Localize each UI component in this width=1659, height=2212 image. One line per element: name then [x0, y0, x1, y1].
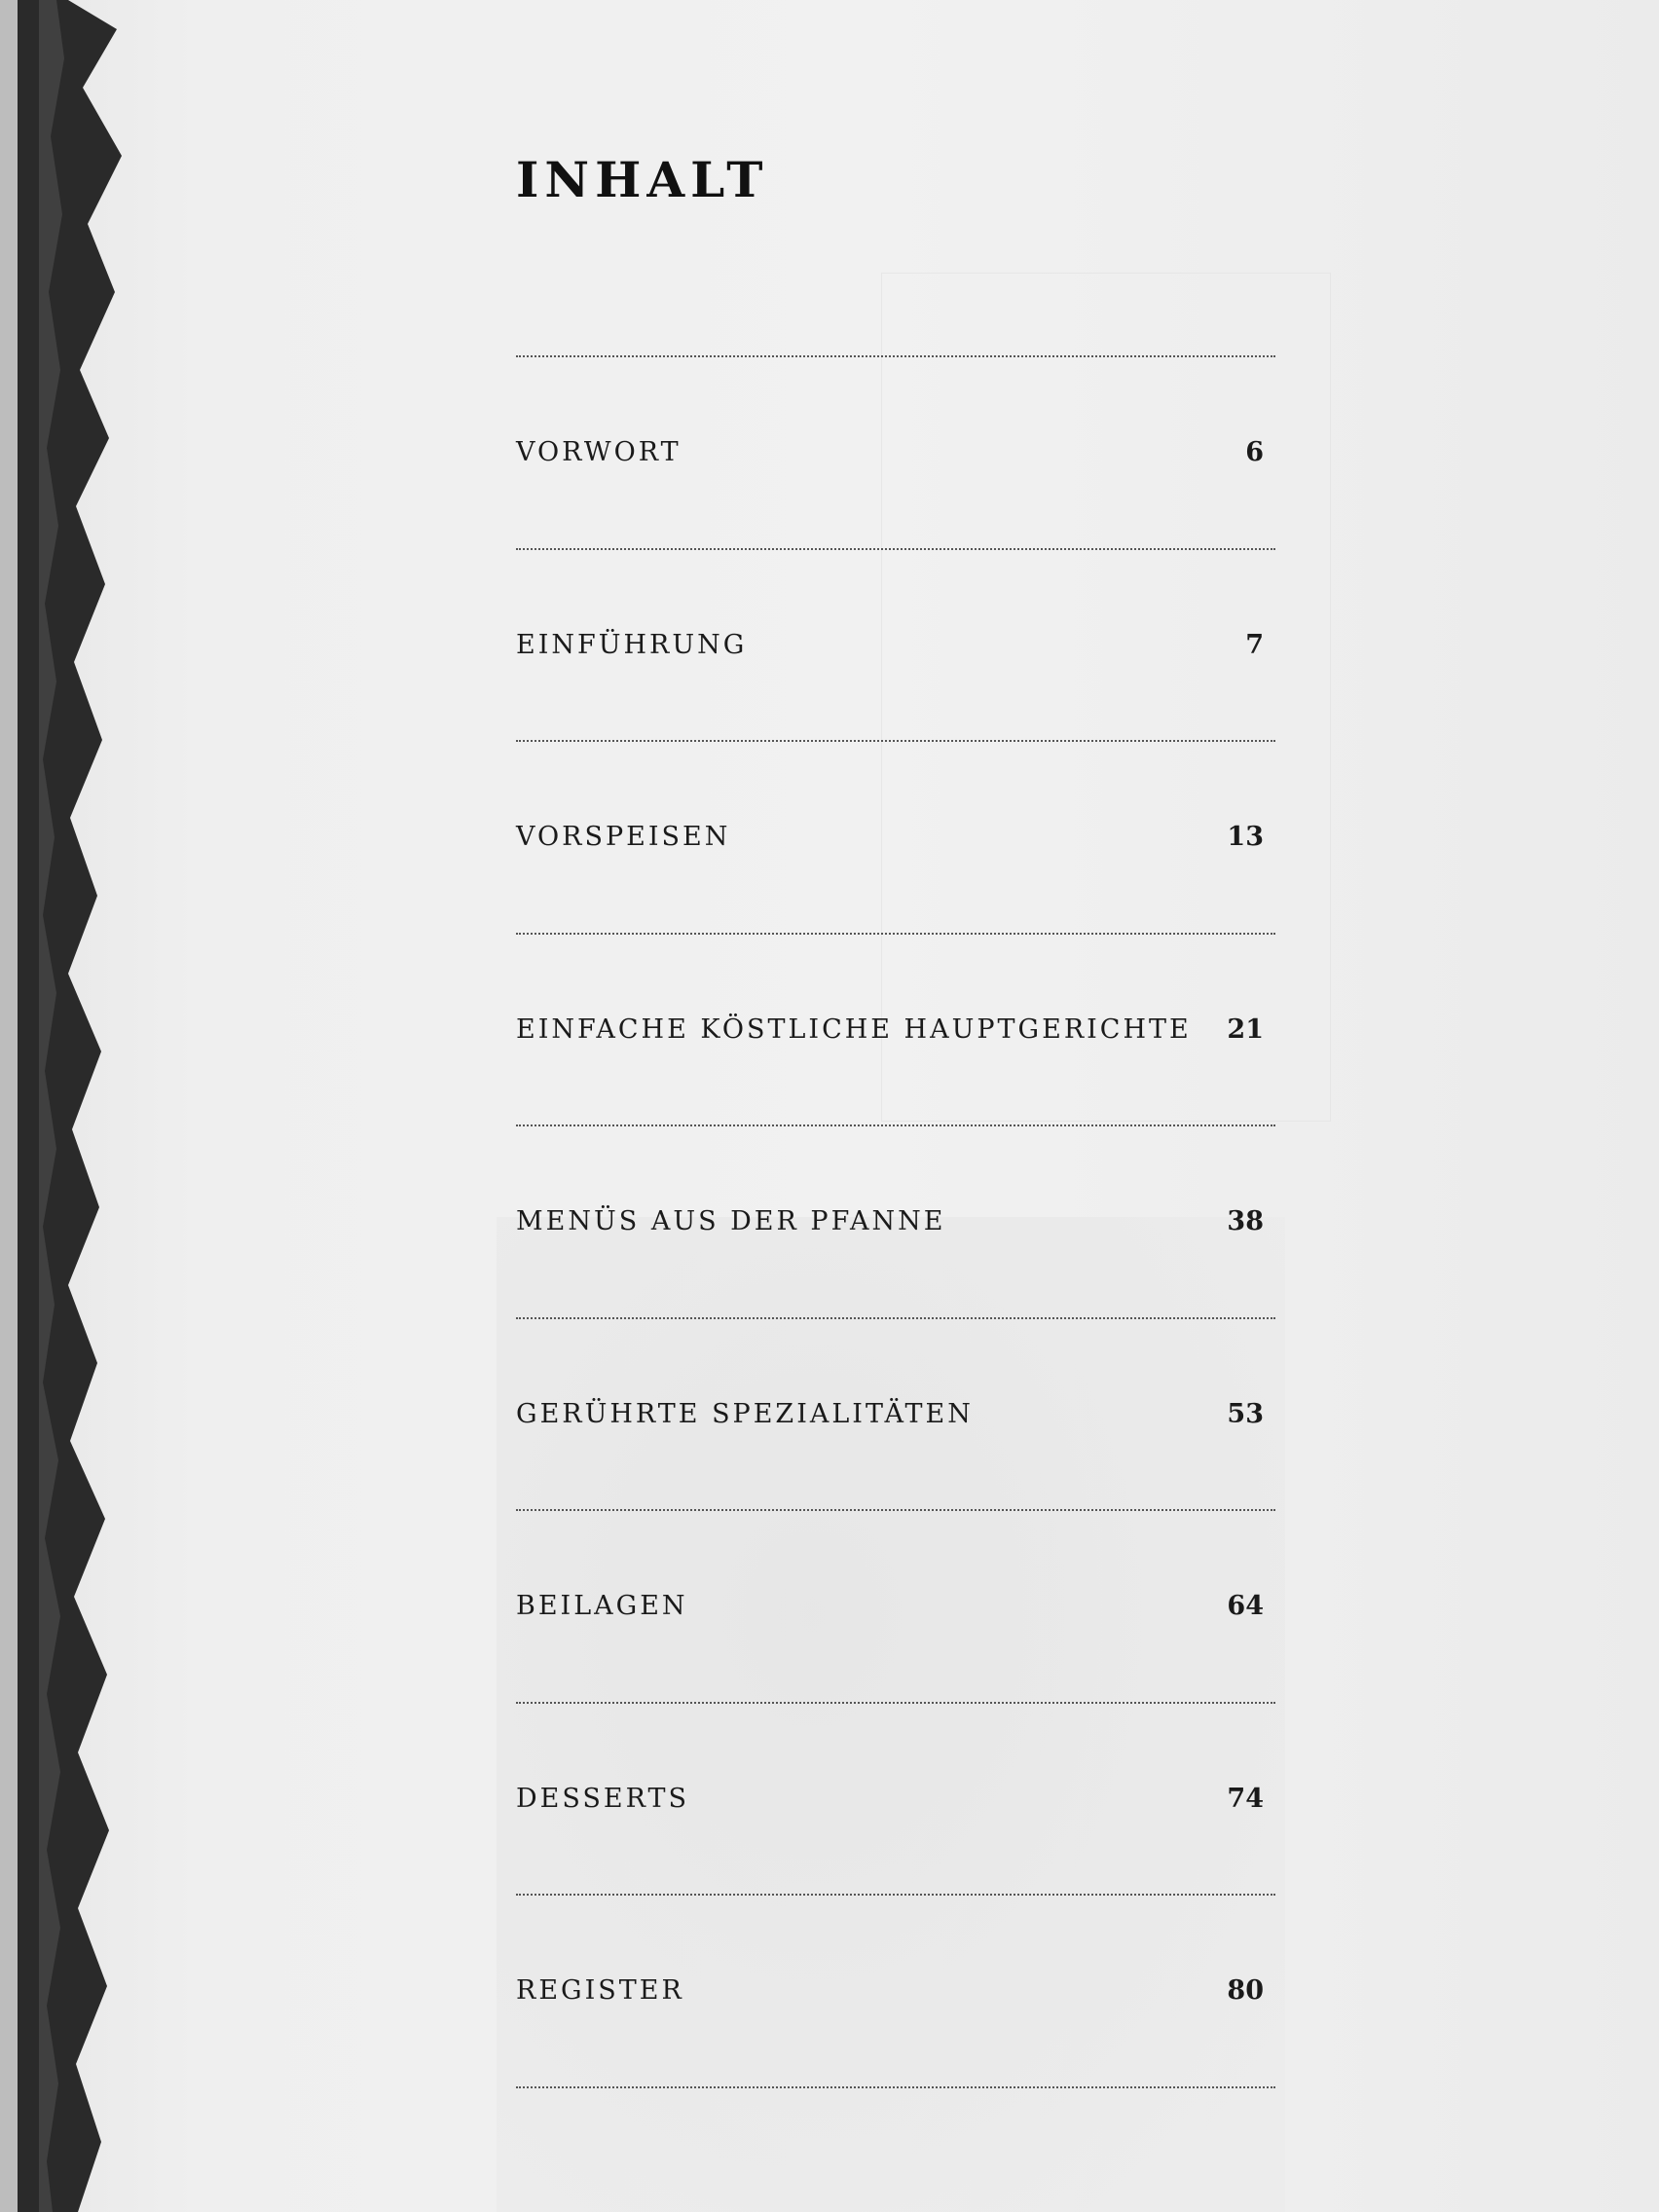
toc-entry-page: 13	[1227, 822, 1264, 853]
toc-entry-register	[516, 1896, 1275, 2088]
toc-entry-spezialitaeten	[516, 1319, 1275, 1512]
toc-entry-vorspeisen	[516, 742, 1275, 935]
toc-entry-page: 38	[1227, 1206, 1264, 1237]
toc-entry-desserts	[516, 1704, 1275, 1897]
toc-entry-label: VORWORT	[516, 437, 682, 468]
toc-entry-label: VORSPEISEN	[516, 822, 731, 853]
toc-entry-page: 74	[1227, 1783, 1264, 1814]
toc-entry-page: 64	[1227, 1591, 1264, 1622]
toc-entry-label: GERÜHRTE SPEZIALITÄTEN	[516, 1398, 974, 1429]
toc-title: INHALT	[516, 151, 769, 208]
toc-entry-beilagen	[516, 1511, 1275, 1704]
toc-entry-label: DESSERTS	[516, 1783, 689, 1814]
toc-entry-hauptgerichte	[516, 935, 1275, 1127]
toc-entry-pfanne	[516, 1126, 1275, 1319]
toc-entry-page: 6	[1245, 437, 1264, 468]
table-of-contents	[516, 146, 1275, 2007]
toc-list	[516, 355, 1275, 2088]
toc-entry-label: REGISTER	[516, 1975, 684, 2007]
toc-entry-page: 53	[1227, 1398, 1264, 1429]
toc-entry-label: EINFÜHRUNG	[516, 629, 748, 660]
toc-entry-label: MENÜS AUS DER PFANNE	[516, 1206, 946, 1237]
binding-edge	[0, 0, 136, 2212]
toc-entry-vorwort	[516, 357, 1275, 550]
toc-entry-page: 21	[1227, 1014, 1264, 1045]
toc-entry-page: 80	[1227, 1975, 1264, 2007]
toc-entry-label: BEILAGEN	[516, 1591, 688, 1622]
toc-entry-einfuehrung	[516, 550, 1275, 743]
toc-entry-label: EINFACHE KÖSTLICHE HAUPTGERICHTE	[516, 1014, 1192, 1045]
toc-entry-page: 7	[1245, 629, 1264, 660]
